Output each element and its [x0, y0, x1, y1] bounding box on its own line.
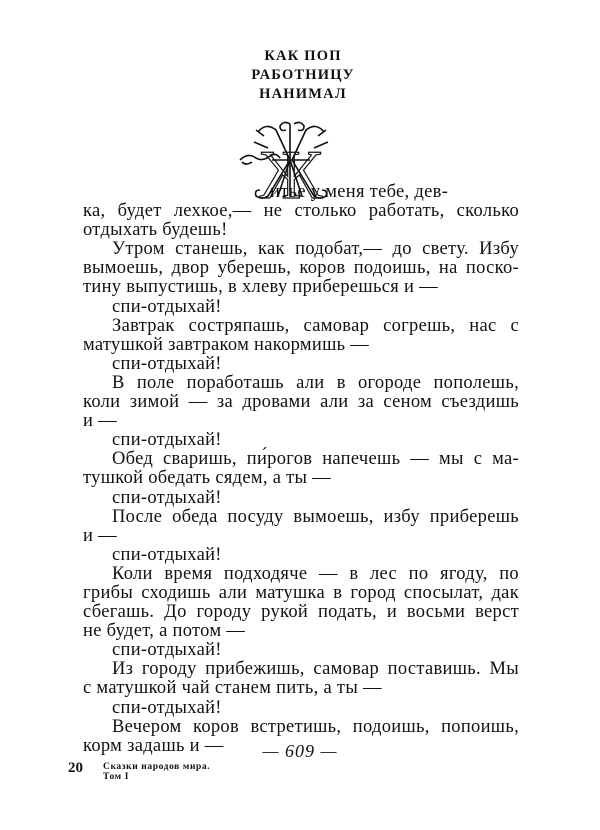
text-line: с матушкой чай станем пить, а ты —	[83, 678, 382, 699]
refrain-line: спи-отдыхай!	[112, 296, 222, 317]
text-line: сбегашь. До городу рукой подать, и восьми верст	[83, 602, 519, 623]
text-line: Утром станешь, как подобат,— до свету. Избу	[112, 239, 519, 260]
refrain-line: спи-отдыхай!	[112, 697, 222, 718]
story-title-line-3: НАНИМАЛ	[259, 86, 347, 102]
text-line: После обеда посуду вымоешь, избу приберешь	[112, 506, 519, 527]
story-body	[83, 183, 519, 756]
text-line: корм задашь и —	[83, 735, 224, 756]
text-line: отдыхать будешь!	[83, 220, 228, 241]
story-title-line-2: РАБОТНИЦУ	[251, 67, 355, 83]
drop-cap-letter: Ж	[259, 137, 323, 202]
text-line: Из городу прибежишь, самовар поставишь. Мы	[112, 659, 519, 680]
text-line: матушкой завтраком накормишь —	[83, 334, 370, 355]
refrain-line: спи-отдыхай!	[112, 544, 222, 565]
text-line: не будет, а потом —	[83, 621, 246, 642]
volume-label: Том I	[103, 772, 130, 782]
text-line: Обед сваришь, пи́рогов напечешь — мы с ма-	[112, 449, 519, 470]
signature-number: 20	[68, 760, 83, 776]
text-line: и —	[83, 411, 117, 432]
book-title: Сказки народов мира.	[103, 762, 211, 772]
text-line: Вечером коров встретишь, подоишь, попоишь,	[112, 716, 519, 737]
text-line: Коли время подходяче — в лес по ягоду, по	[112, 563, 519, 584]
text-line: тину выпустишь, в хлеву приберешься и —	[83, 277, 438, 298]
text-line: грибы сходишь али матушка в город спосылат, дак	[83, 582, 519, 603]
refrain-line: спи-отдыхай!	[112, 353, 222, 374]
text-line: и —	[83, 525, 117, 546]
text-line: вымоешь, двор уберешь, коров подоишь, на поско-	[83, 258, 519, 279]
refrain-line: спи-отдыхай!	[112, 640, 222, 661]
signature-book-info	[103, 762, 210, 782]
refrain-line: спи-отдыхай!	[112, 487, 222, 508]
story-title-line-1: КАК ПОП	[264, 48, 342, 64]
refrain-line: спи-отдыхай!	[112, 430, 222, 451]
text-line: В поле поработашь али в огороде пополешь,	[112, 372, 519, 393]
text-line: ка, будет лехкое,— не столько работать, сколько	[83, 201, 519, 222]
text-line: коли зимой — за дровами али за сеном съездишь	[83, 392, 519, 413]
text-line: итье у меня тебе, дев-	[270, 182, 449, 202]
page-number: — 609 —	[262, 741, 338, 761]
text-line: тушкой обедать сядем, а ты —	[83, 468, 332, 489]
text-line: Завтрак состряпашь, самовар согрешь, нас с	[112, 315, 519, 336]
